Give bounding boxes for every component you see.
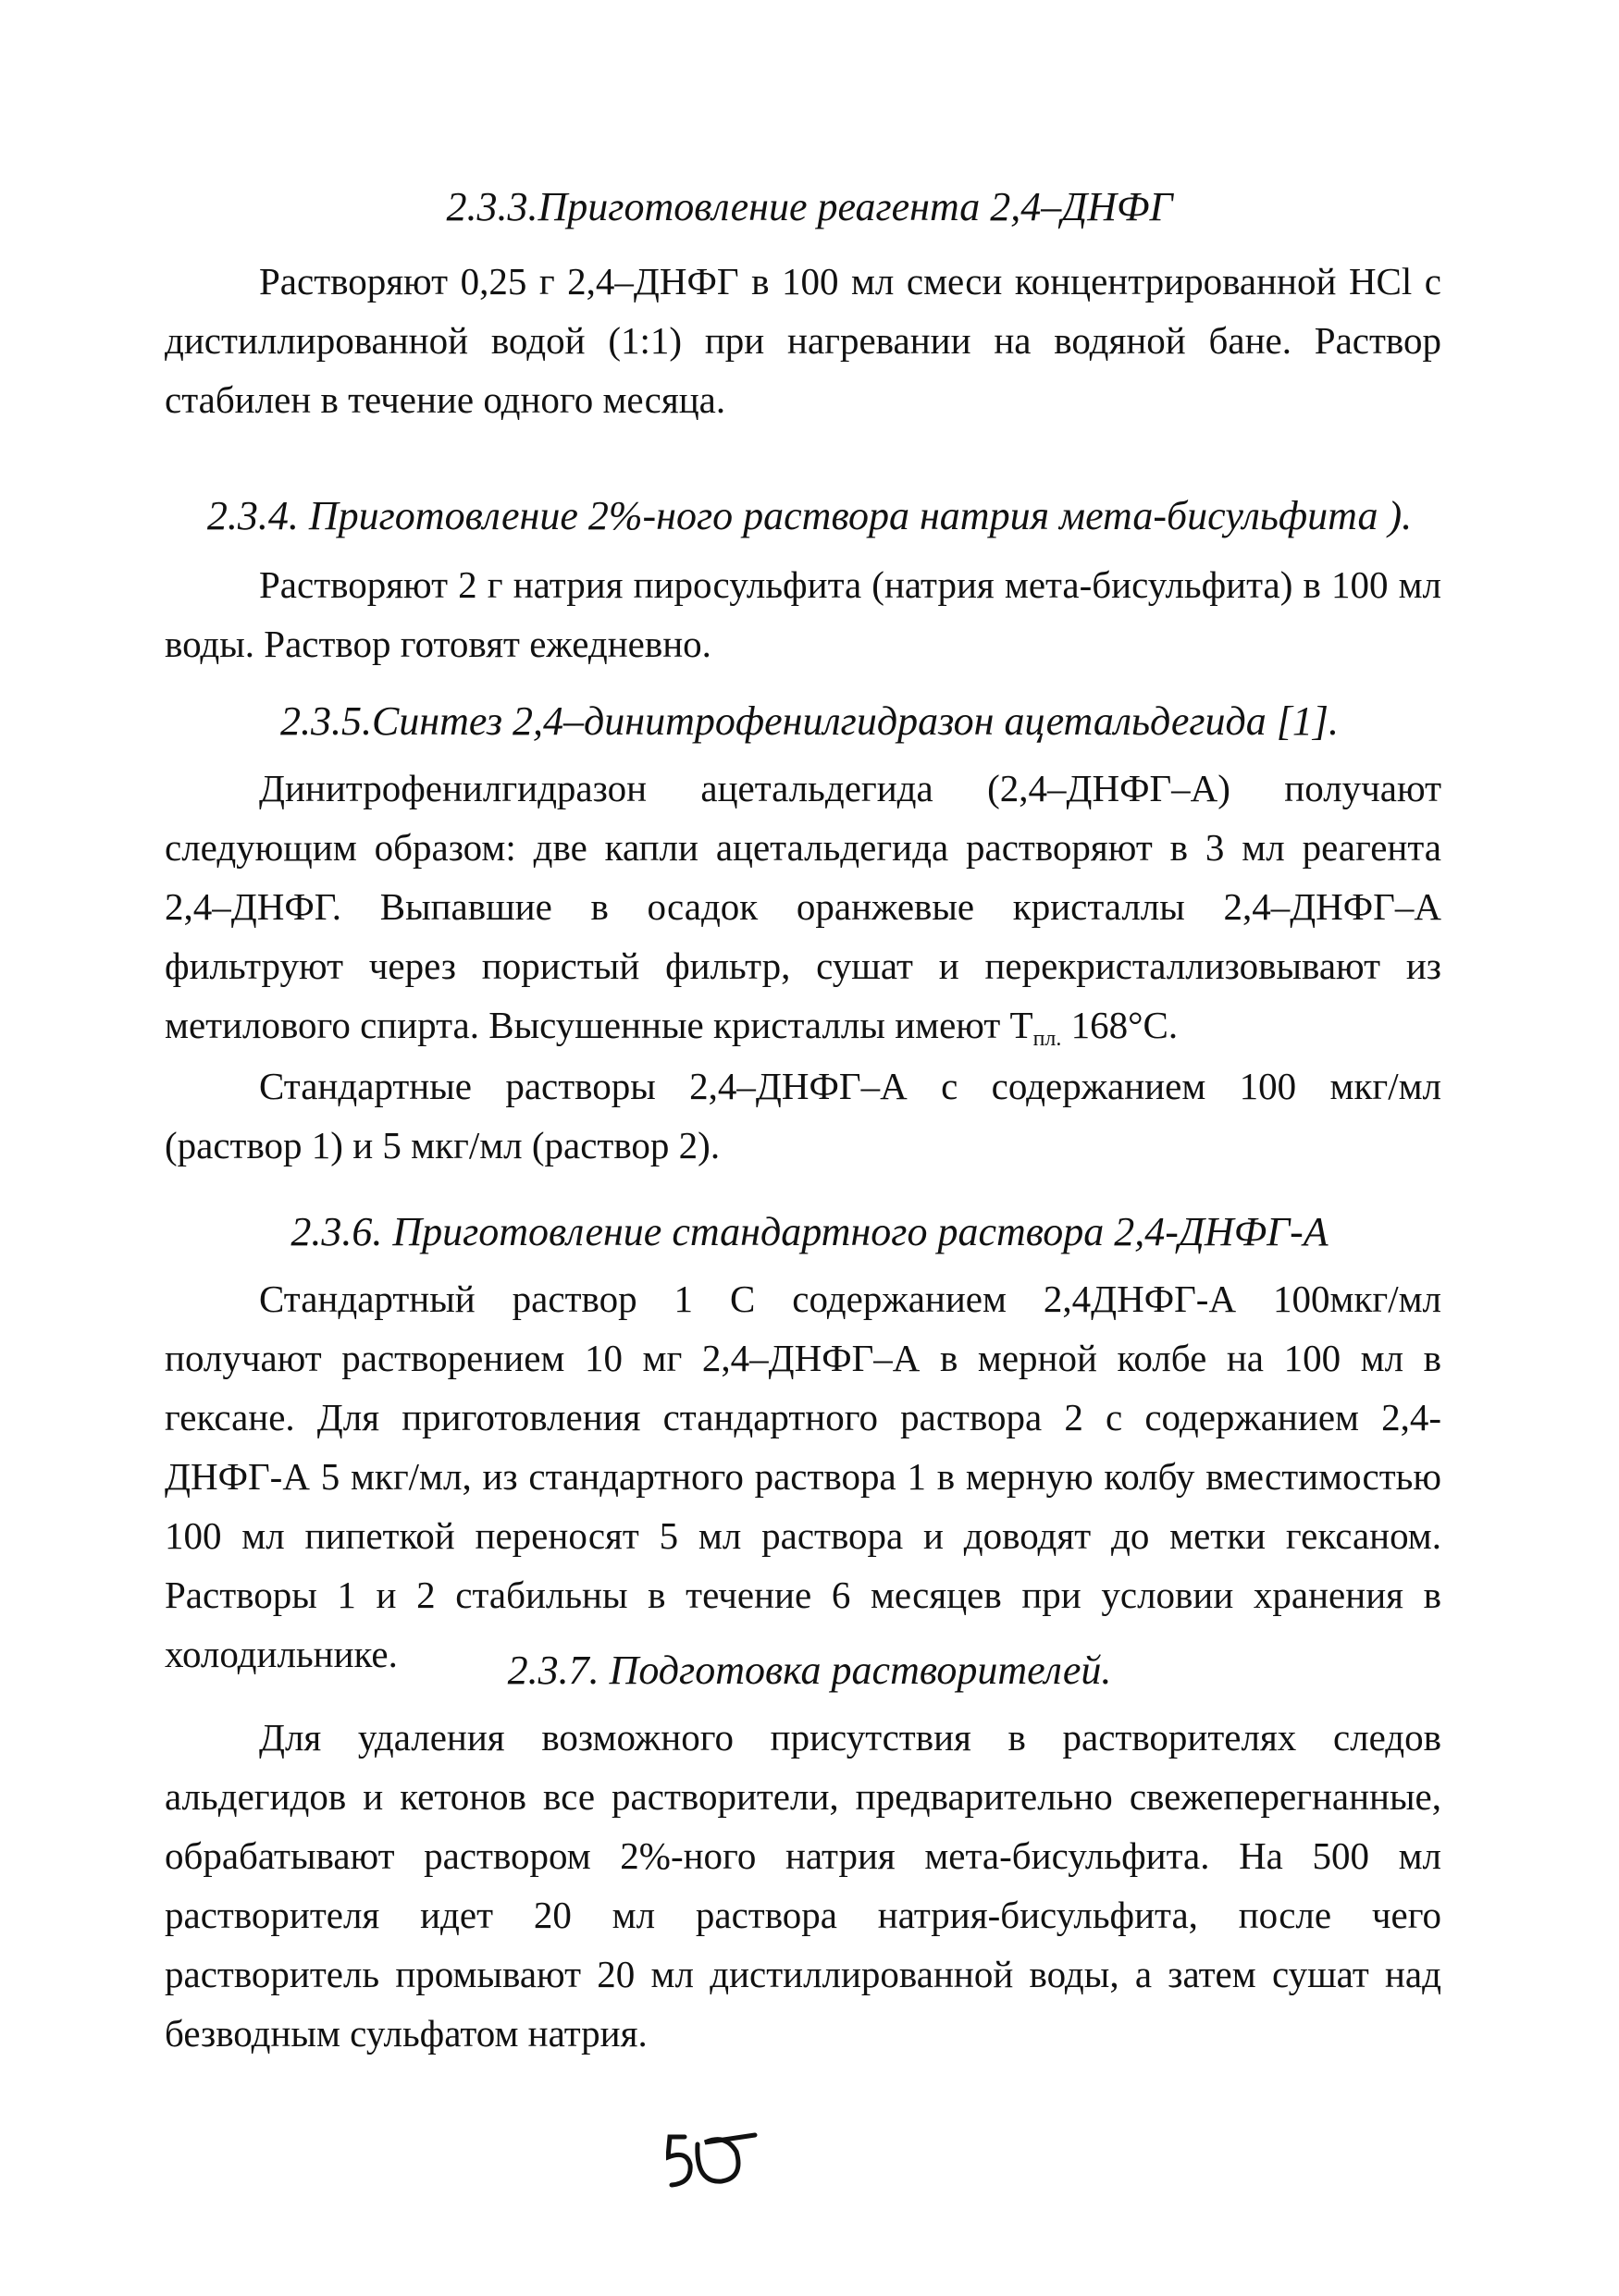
synthesis-text: Динитрофенилгидразон ацетальдегида (2,4–ДНФГ–А) получают следующим образом: две капли ацетальдегида растворяют в 3 мл реагента 2,4–ДНФГ. Выпавшие в осадок оранжевые кристаллы 2,4–ДНФГ–А фильтруют через пористый фильтр, сушат и перекристаллизовывают из метилового спирта. Высушенные кристаллы имеют T: [165, 767, 1441, 1046]
handwritten-page-number: [666, 2128, 768, 2192]
section-heading-2-3-6: 2.3.6. Приготовление стандартного раствора 2,4-ДНФГ-А: [290, 1209, 1329, 1254]
paragraph-2-3-7: Для удаления возможного присутствия в растворителях следов альдегидов и кетонов все растворители, предварительно свежеперегнанные, обрабатывают раствором 2%-ного натрия мета-бисульфита. На 500 мл растворителя идет 20 мл раствора натрия-бисульфита, после чего растворитель промывают 20 мл дистиллированной воды, а затем сушат над безводным сульфатом натрия.: [165, 1716, 1441, 2055]
section-heading-2-3-4: 2.3.4. Приготовление 2%-ного раствора натрия мета-бисульфита ).: [206, 493, 1413, 538]
paragraph-2-3-3: Растворяют 0,25 г 2,4–ДНФГ в 100 мл смеси концентрированной HCl с дистиллированной водой (1:1) при нагревании на водяной бане. Раствор стабилен в течение одного месяца.: [165, 260, 1441, 421]
paragraph-2-3-6: Стандартный раствор 1 С содержанием 2,4ДНФГ-А 100мкг/мл получают растворением 10 мг 2,4–ДНФГ–А в мерной колбе на 100 мл в гексане. Для приготовления стандартного раствора 2 с содержанием 2,4-ДНФГ-А 5 мкг/мл, из стандартного раствора 1 в мерную колбу вместимостью 100 мл пипеткой переносят 5 мл раствора и доводят до метки гексаном. Растворы 1 и 2 стабильны в течение 6 месяцев при условии хранения в холодильнике.: [165, 1278, 1441, 1675]
melting-point-subscript: пл.: [1032, 1027, 1062, 1051]
paragraph-2-3-5-synthesis: [165, 759, 1441, 1068]
melting-point-value: 168°С.: [1061, 1004, 1179, 1046]
section-heading-2-3-3: 2.3.3.Приготовление реагента 2,4–ДНФГ: [446, 184, 1173, 229]
section-heading-2-3-5: 2.3.5.Синтез 2,4–динитрофенилгидразон ацетальдегида [1].: [279, 698, 1340, 744]
paragraph-2-3-4: Растворяют 2 г натрия пиросульфита (натрия мета-бисульфита) в 100 мл воды. Раствор готовят ежедневно.: [165, 563, 1441, 665]
section-heading-2-3-7: 2.3.7. Подготовка растворителей.: [507, 1648, 1112, 1693]
paragraph-2-3-5-standards: Стандартные растворы 2,4–ДНФГ–А с содержанием 100 мкг/мл (раствор 1) и 5 мкг/мл (раствор 2).: [165, 1065, 1441, 1167]
